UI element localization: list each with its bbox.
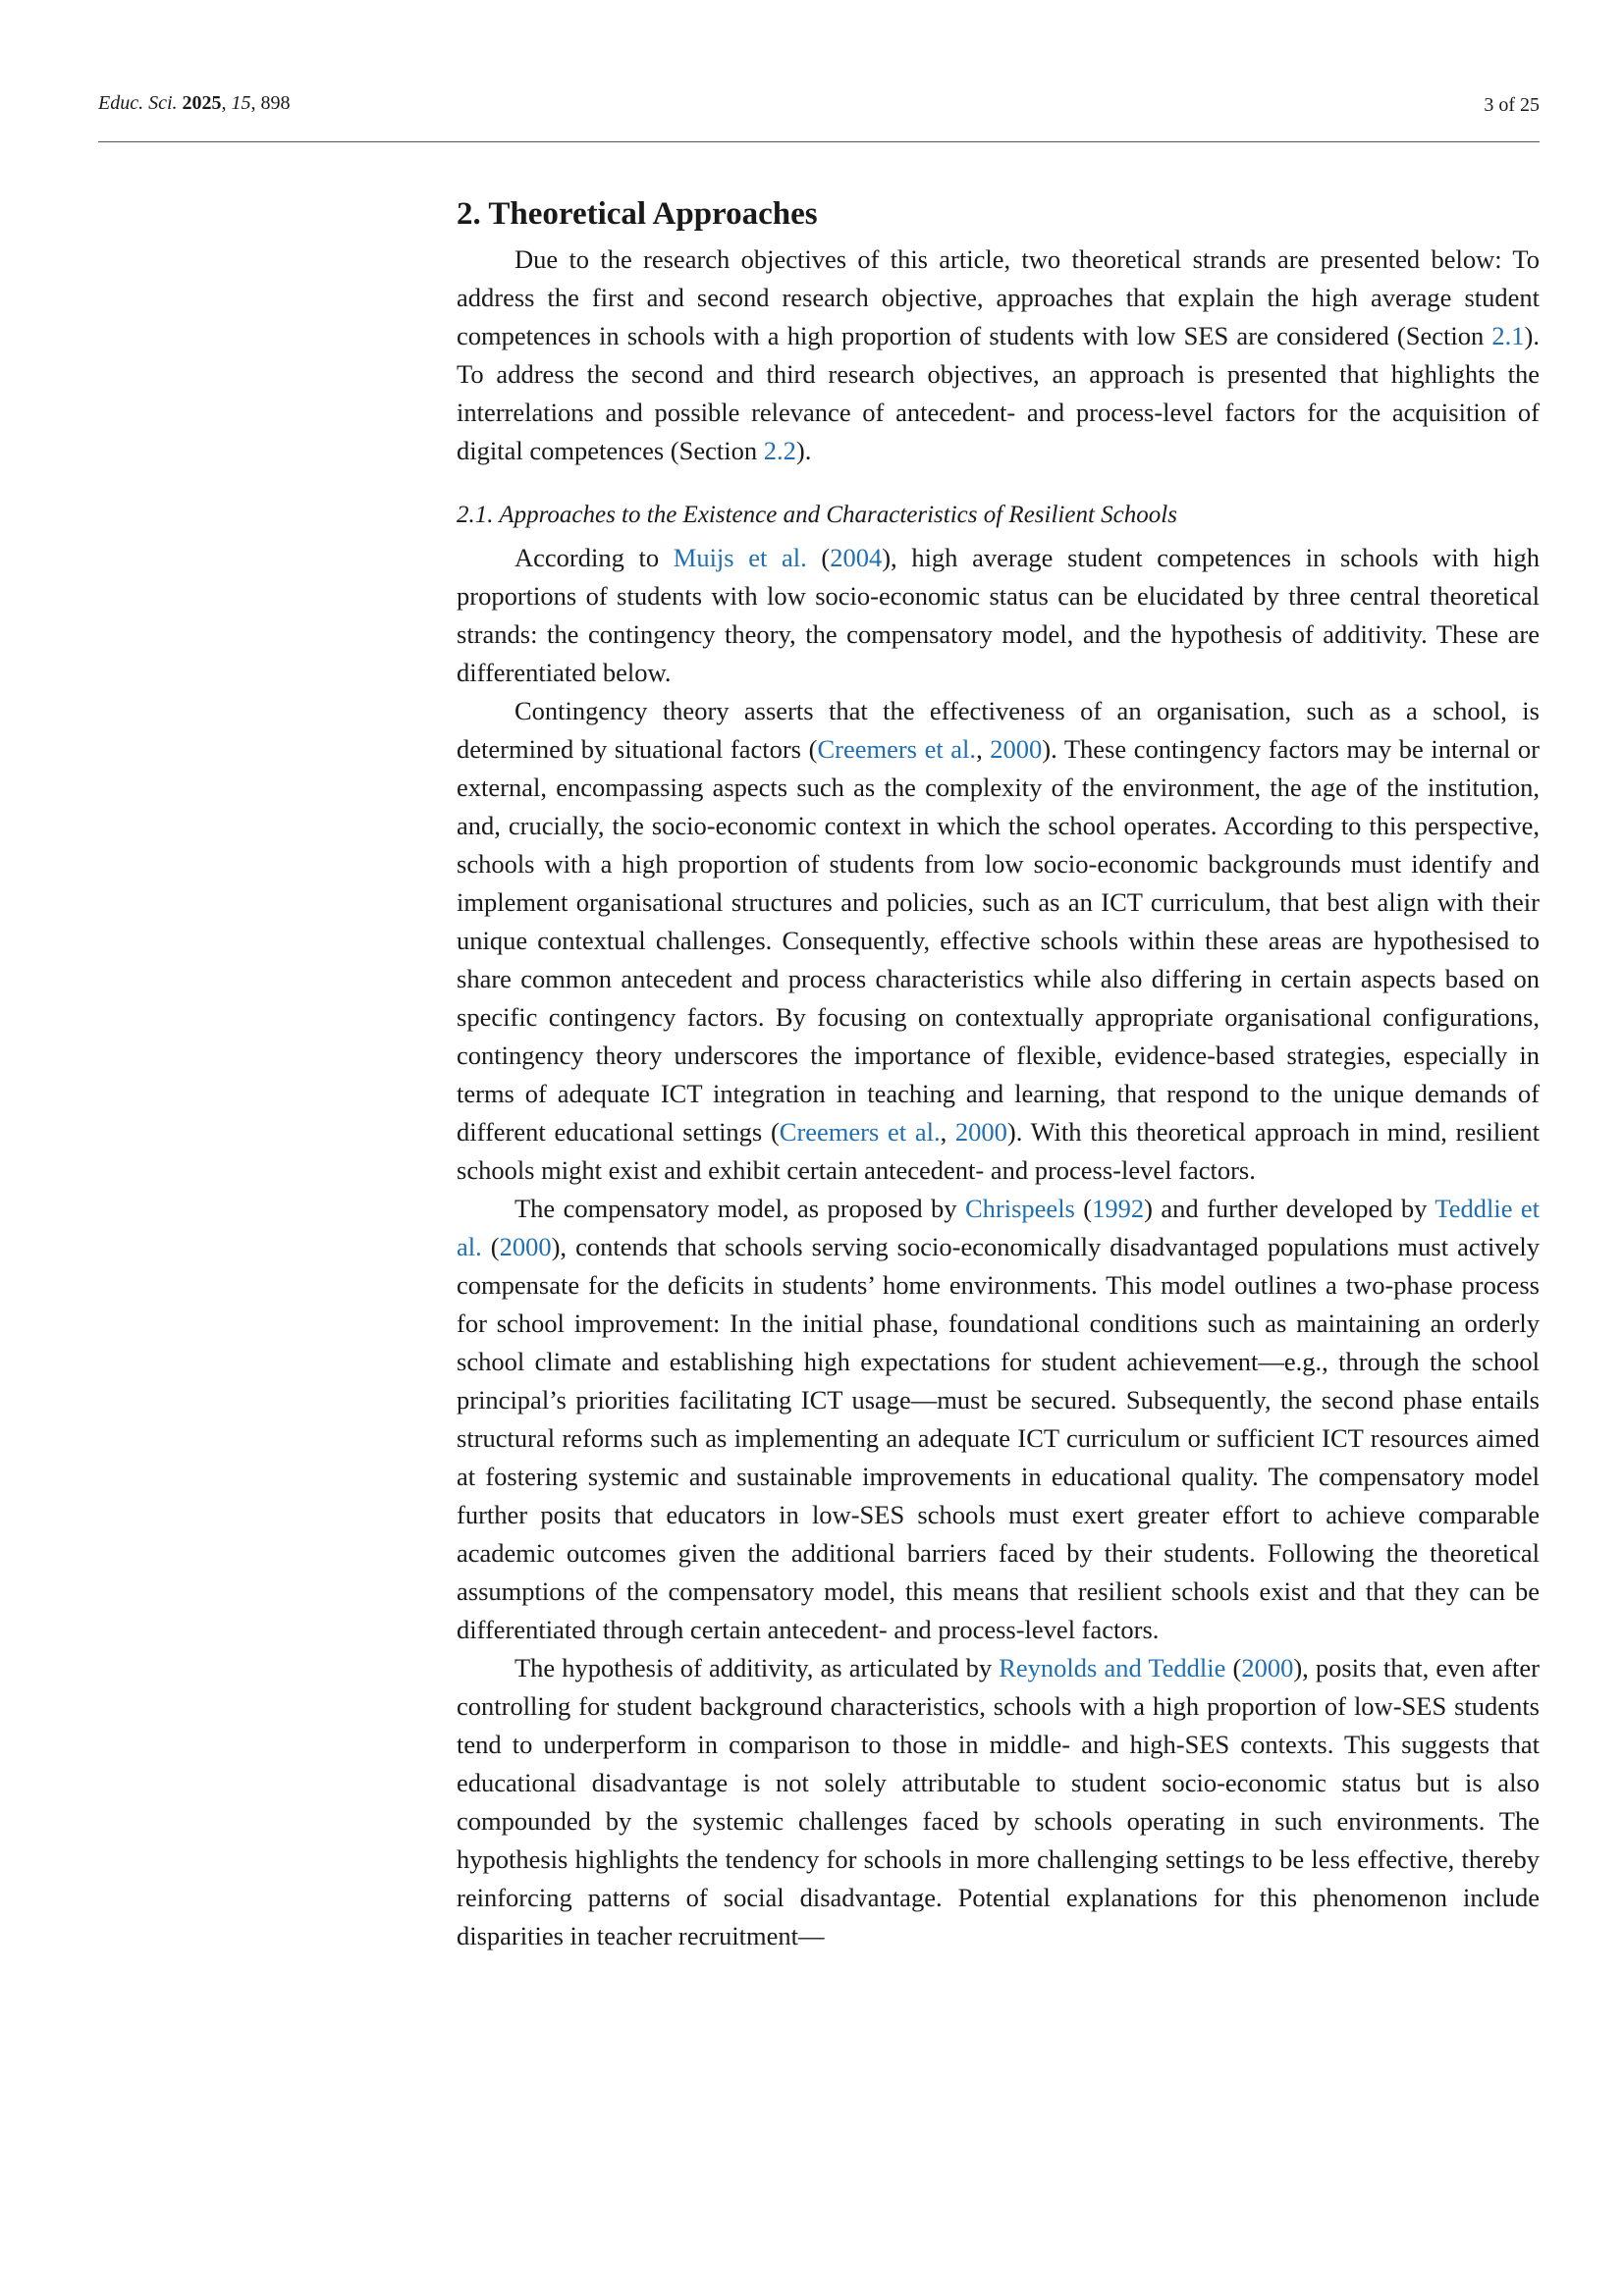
- paragraph-contingency-theory: [457, 692, 1540, 1190]
- journal-citation: Educ. Sci. 2025, 15, 898: [98, 92, 291, 114]
- citation-muijs-year[interactable]: 2004: [830, 543, 883, 572]
- citation-chrispeels[interactable]: Chrispeels: [965, 1194, 1075, 1223]
- p2-text-2: ,: [976, 734, 991, 764]
- citation-creemers-2-year[interactable]: 2000: [954, 1117, 1007, 1147]
- intro-text-2: ). To address the second and third research objectives, an approach is presented that highlights the interrelations and possible relevance of antecedent- and process-level factors for the acquisition of digital competences (Section: [457, 321, 1540, 465]
- p3-text-4: (: [481, 1232, 500, 1261]
- citation-teddlie-year[interactable]: 2000: [499, 1232, 552, 1261]
- subsection-number: 2.1.: [457, 502, 494, 528]
- p1-text-1: According to: [514, 543, 674, 572]
- p3-text-2: (: [1074, 1194, 1093, 1223]
- paragraph-muijs: [457, 539, 1540, 692]
- article-number: 898: [260, 92, 291, 114]
- journal-volume: 15: [231, 92, 251, 114]
- section-heading: [457, 192, 1540, 236]
- page-number: 3 of 25: [1484, 94, 1540, 116]
- p4-text-3: ), posits that, even after controlling for student background characteristics, schools with a high proportion of low-SES students tend to underperform in comparison to those in middle- and high-SES contexts. This suggests that educational disadvantage is not solely attributable to student socio-economic status but is also compounded by the systemic challenges faced by schools operating in such environments. The hypothesis highlights the tendency for schools in more challenging settings to be less effective, thereby reinforcing patterns of social disadvantage. Potential explanations for this phenomenon include disparities in teacher recruitment—: [457, 1653, 1540, 1950]
- intro-text-1: Due to the research objectives of this article, two theoretical strands are presented below: To address the first and second research objective, approaches that explain the high average student competences in schools with a high proportion of students with low SES are considered (Section: [457, 244, 1540, 350]
- citation-teddlie[interactable]: Teddlie et al.: [457, 1194, 1541, 1261]
- p1-text-3: ), high average student competences in schools with high proportions of students with low socio-economic status can be elucidated by three central theoretical strands: the contingency theory, the compensatory model, and the hypothesis of additivity. These are differentiated below.: [457, 543, 1541, 687]
- p2-text-1: Contingency theory asserts that the effectiveness of an organisation, such as a school, is determined by situational factors (: [457, 696, 1540, 764]
- paragraph-additivity: [457, 1649, 1540, 1955]
- paragraph-compensatory-model: [457, 1190, 1540, 1649]
- p2-text-5: ). With this theoretical approach in mind, resilient schools might exist and exhibit certain antecedent- and process-level factors.: [457, 1117, 1540, 1185]
- p3-text-5: ), contends that schools serving socio-economically disadvantaged populations must actively compensate for the deficits in students’ home environments. This model outlines a two-phase process for school improvement: In the initial phase, foundational conditions such as maintaining an orderly school climate and establishing high expectations for student achievement—e.g., through the school principal’s priorities facilitating ICT usage—must be secured. Subsequently, the second phase entails structural reforms such as implementing an adequate ICT curriculum or sufficient ICT resources aimed at fostering systemic and sustainable improvements in educational quality. The compensatory model further posits that educators in low-SES schools must exert greater effort to achieve comparable academic outcomes given the additional barriers faced by their students. Following the theoretical assumptions of the compensatory model, this means that resilient schools exist and that they can be differentiated through certain antecedent- and process-level factors.: [457, 1232, 1540, 1644]
- intro-text-3: ).: [795, 436, 812, 465]
- citation-reynolds-teddlie[interactable]: Reynolds and Teddlie: [999, 1653, 1226, 1682]
- section-number: 2.: [457, 196, 481, 232]
- running-header: [98, 92, 1540, 142]
- p3-text-3: ) and further developed by: [1144, 1194, 1435, 1223]
- section-title: Theoretical Approaches: [488, 196, 818, 232]
- journal-year: 2025: [182, 92, 222, 114]
- p4-text-1: The hypothesis of additivity, as articulated by: [514, 1653, 1000, 1682]
- citation-muijs[interactable]: Muijs et al.: [673, 543, 807, 572]
- citation-chrispeels-year[interactable]: 1992: [1092, 1194, 1145, 1223]
- citation-creemers-year[interactable]: 2000: [990, 734, 1043, 764]
- citation-creemers[interactable]: Creemers et al.: [817, 734, 977, 764]
- article-body: [457, 192, 1540, 1955]
- subsection-heading: [457, 498, 1540, 533]
- intro-paragraph: [457, 240, 1540, 470]
- p3-text-1: The compensatory model, as proposed by: [514, 1194, 965, 1223]
- subsection-title: Approaches to the Existence and Characteristics of Resilient Schools: [499, 502, 1177, 528]
- section-link-2-2[interactable]: 2.2: [763, 436, 796, 465]
- section-link-2-1[interactable]: 2.1: [1491, 321, 1525, 350]
- citation-creemers-2[interactable]: Creemers et al.: [779, 1117, 941, 1147]
- journal-name: Educ. Sci.: [98, 92, 178, 114]
- p2-text-4: ,: [940, 1117, 955, 1147]
- p1-text-2: (: [806, 543, 831, 572]
- p4-text-2: (: [1225, 1653, 1242, 1682]
- p2-text-3: ). These contingency factors may be internal or external, encompassing aspects such as the complexity of the environment, the age of the institution, and, crucially, the socio-economic context in which the school operates. According to this perspective, schools with a high proportion of students from low socio-economic backgrounds must identify and implement organisational structures and policies, such as an ICT curriculum, that best align with their unique contextual challenges. Consequently, effective schools within these areas are hypothesised to share common antecedent and process characteristics while also differing in certain aspects based on specific contingency factors. By focusing on contextually appropriate organisational configurations, contingency theory underscores the importance of flexible, evidence-based strategies, especially in terms of adequate ICT integration in teaching and learning, that respond to the unique demands of different educational settings (: [457, 734, 1541, 1147]
- citation-reynolds-teddlie-year[interactable]: 2000: [1241, 1653, 1294, 1682]
